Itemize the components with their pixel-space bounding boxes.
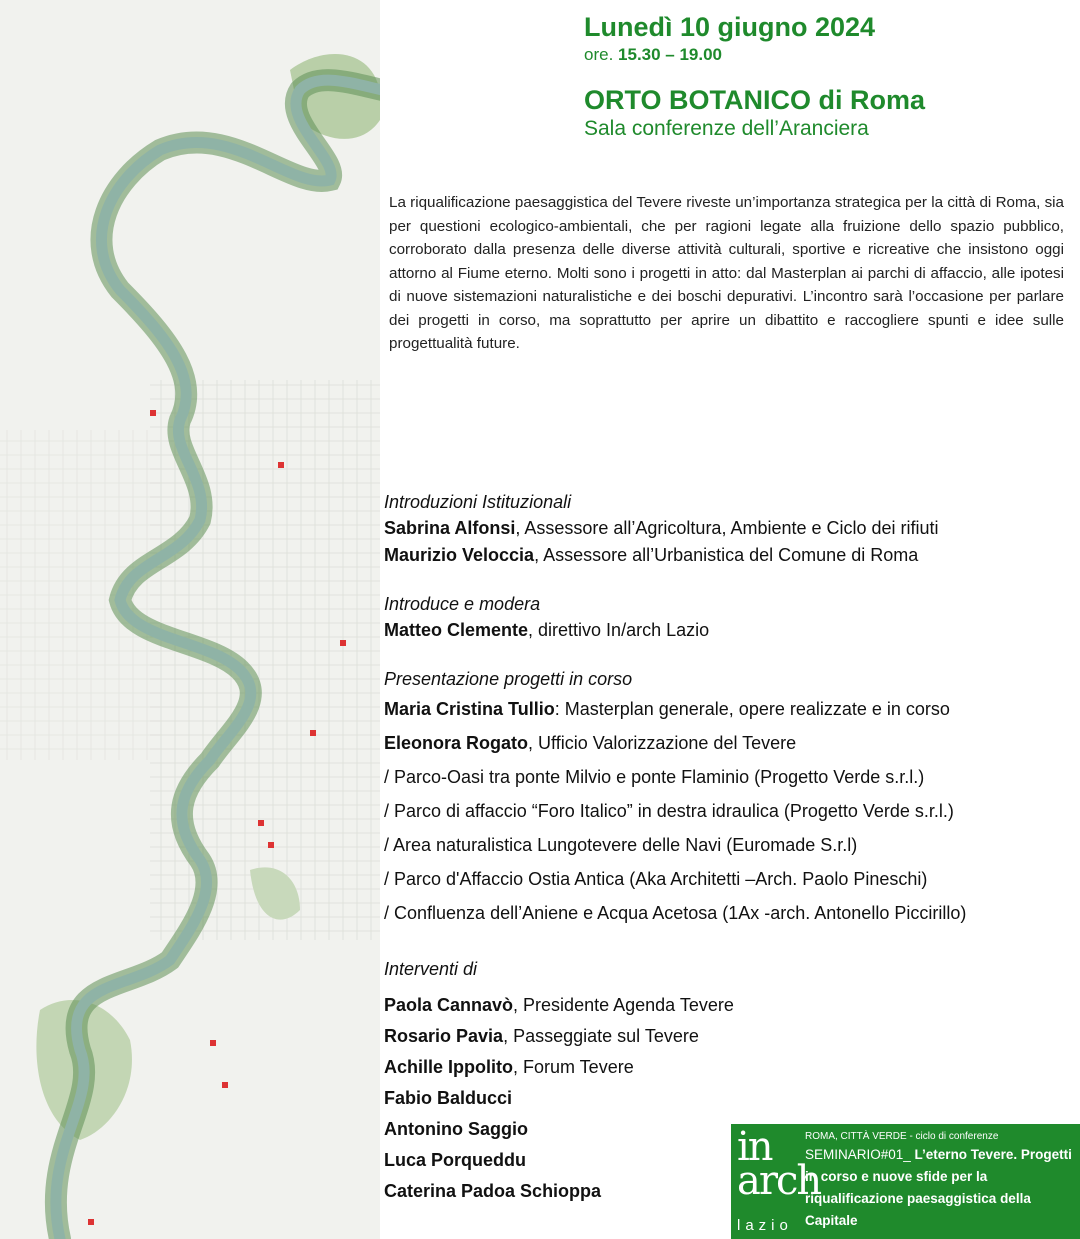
speaker-name: Matteo Clemente <box>384 620 529 640</box>
speaker-role: , Presidente Agenda Tevere <box>513 995 734 1015</box>
logo-in: in <box>737 1124 772 1170</box>
event-room: Sala conferenze dell’Aranciera <box>584 117 869 140</box>
conference-cycle: ROMA, CITTÀ VERDE - ciclo di conferenze <box>805 1131 999 1142</box>
speaker-name: Maurizio Veloccia <box>384 545 535 565</box>
speaker-line <box>384 990 1074 1021</box>
logo-arch: arch <box>737 1158 821 1204</box>
project-item: / Confluenza dell’Aniene e Acqua Acetosa (1Ax -arch. Antonello Piccirillo) <box>384 903 967 923</box>
project-item: / Parco-Oasi tra ponte Milvio e ponte Flaminio (Progetto Verde s.r.l.) <box>384 767 925 787</box>
speaker-line <box>384 1052 1074 1083</box>
event-date: Lunedì 10 giugno 2024 <box>584 12 876 42</box>
event-program <box>384 489 1074 1207</box>
speaker-name: Fabio Balducci <box>384 1088 513 1108</box>
speaker-role: , Assessore all’Agricoltura, Ambiente e Ciclo dei rifiuti <box>515 518 939 538</box>
speaker-line <box>384 726 1074 760</box>
city-blocks-west <box>0 430 160 760</box>
section-title-projects: Presentazione progetti in corso <box>384 669 633 689</box>
speaker-name: Eleonora Rogato <box>384 733 529 753</box>
seminar-prefix: SEMINARIO#01_ <box>805 1147 911 1162</box>
speaker-line <box>384 1021 1074 1052</box>
inarch-logo <box>737 1124 821 1234</box>
speaker-name: Sabrina Alfonsi <box>384 518 516 538</box>
speaker-name: Maria Cristina Tullio <box>384 699 555 719</box>
seminar-title <box>805 1144 1077 1232</box>
speaker-line <box>384 692 1074 726</box>
speaker-name: Caterina Padoa Schioppa <box>384 1181 602 1201</box>
project-item: / Parco di affaccio “Foro Italico” in destra idraulica (Progetto Verde s.r.l.) <box>384 801 954 821</box>
inarch-banner <box>731 1124 1080 1239</box>
speaker-name: Luca Porqueddu <box>384 1150 527 1170</box>
speaker-role: , Passeggiate sul Tevere <box>503 1026 699 1046</box>
event-abstract: La riqualificazione paesaggistica del Tevere riveste un’importanza strategica per la città di Roma, sia per questioni ecologico-ambientali, che per ragioni legate alla fruizione dello spazio pubblico, corroborato dalla presenza delle diverse attività culturali, sportive e ricreative che insistono oggi attorno al Fiume eterno. Molti sono i progetti in atto: dal Masterplan ai parchi di affaccio, alle ipotesi di nuove sistemazioni naturalistiche e dei boschi depurativi. L’incontro sarà l’occasione per parlare dei progetti in corso, ma soprattutto per aprire un dibattito e raccogliere spunti e idee sulle progettualità future. <box>389 194 1064 352</box>
speaker-role: , Assessore all’Urbanistica del Comune di Roma <box>534 545 919 565</box>
speaker-name: Antonino Saggio <box>384 1119 528 1139</box>
speaker-line <box>384 1083 1074 1114</box>
speaker-line <box>384 542 1074 569</box>
speaker-role: : Masterplan generale, opere realizzate e in corso <box>554 699 950 719</box>
event-header <box>584 10 925 142</box>
project-item: / Area naturalistica Lungotevere delle Navi (Euromade S.r.l) <box>384 835 858 855</box>
section-title-intro: Introduzioni Istituzionali <box>384 492 572 512</box>
speaker-name: Paola Cannavò <box>384 995 514 1015</box>
speaker-line <box>384 617 1074 644</box>
event-venue: ORTO BOTANICO di Roma <box>584 85 926 115</box>
speaker-role: , direttivo In/arch Lazio <box>528 620 710 640</box>
speaker-role: , Ufficio Valorizzazione del Tevere <box>528 733 797 753</box>
speaker-name: Achille Ippolito <box>384 1057 513 1077</box>
event-time <box>584 44 925 66</box>
speaker-name: Rosario Pavia <box>384 1026 504 1046</box>
seminar-name: L’eterno Tevere. Progetti in corso e nuove sfide per la riqualificazione paesaggistica della Capitale <box>805 1147 1072 1228</box>
time-range: 15.30 – 19.00 <box>618 45 723 64</box>
section-title-interventions: Interventi di <box>384 959 478 979</box>
project-item: / Parco d'Affaccio Ostia Antica (Aka Architetti –Arch. Paolo Pineschi) <box>384 869 928 889</box>
banner-text <box>805 1130 1077 1232</box>
section-title-moderator: Introduce e modera <box>384 594 541 614</box>
speaker-role: , Forum Tevere <box>513 1057 634 1077</box>
logo-lazio: lazio <box>737 1217 793 1234</box>
map-illustration <box>0 0 380 1239</box>
tevere-map <box>0 0 380 1239</box>
time-prefix: ore. <box>584 45 614 64</box>
speaker-line <box>384 515 1074 542</box>
